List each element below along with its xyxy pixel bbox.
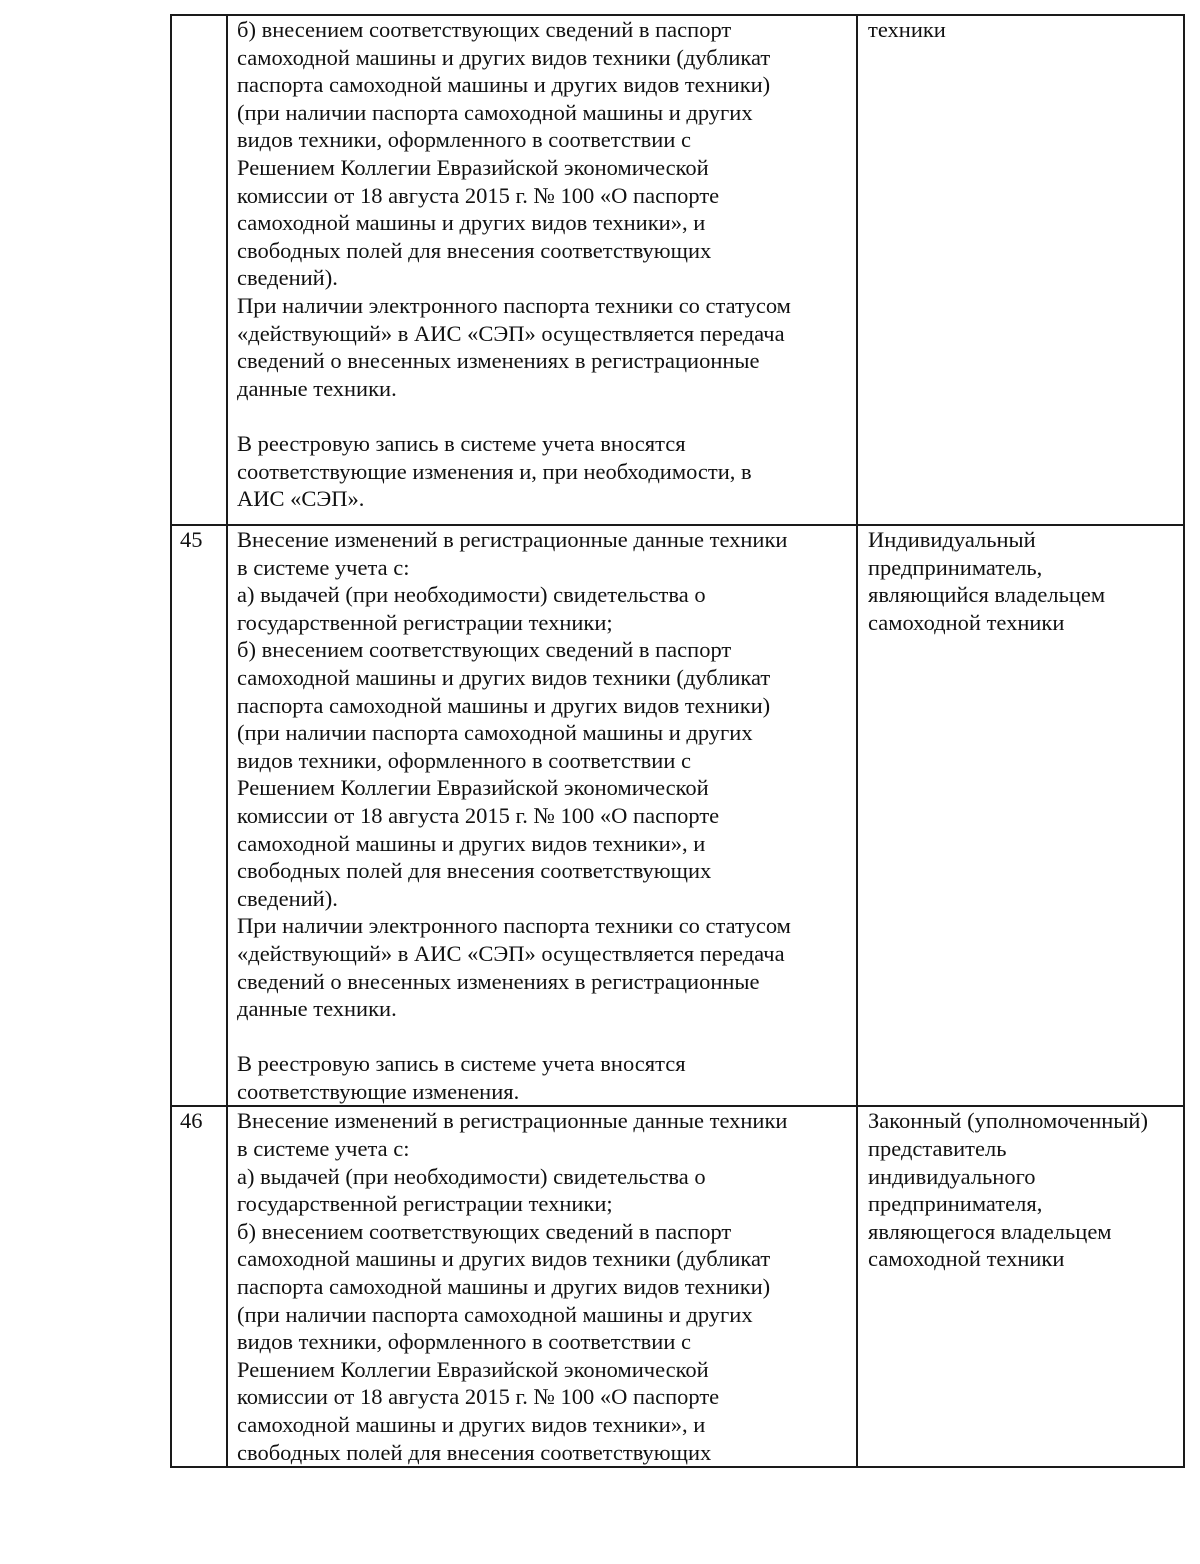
text-line (237, 402, 852, 430)
text-line: видов техники, оформленного в соответствии с (237, 1329, 691, 1355)
text-line: Решением Коллегии Евразийской экономической (237, 1356, 709, 1382)
row-number-cell (171, 15, 227, 525)
text-line: самоходной машины и других видов техники (дубликат (237, 44, 771, 70)
text-line: комиссии от 18 августа 2015 г. № 100 «О паспорте (237, 182, 720, 208)
text-line: самоходной машины и других видов техники», и (237, 830, 706, 856)
text-line: Законный (уполномоченный) (868, 1108, 1148, 1134)
text-line: сведений). (237, 265, 338, 291)
row-number: 46 (180, 1108, 203, 1134)
row-number: 45 (180, 527, 203, 552)
text-line: представитель (868, 1136, 1007, 1162)
text-line: в системе учета с: (237, 554, 410, 580)
text-line: соответствующие изменения. (237, 1078, 520, 1104)
text-line: комиссии от 18 августа 2015 г. № 100 «О паспорте (237, 1384, 720, 1410)
text-line: Индивидуальный (868, 527, 1036, 552)
row-number-cell (171, 525, 227, 1106)
text-line: самоходной машины и других видов техники», и (237, 1412, 706, 1437)
text-line: соответствующие изменения и, при необходимости, в (237, 458, 752, 484)
description-cell (227, 1106, 857, 1467)
text-line: Решением Коллегии Евразийской экономической (237, 775, 709, 801)
text-line: В реестровую запись в системе учета вносятся (237, 430, 686, 456)
text-line: АИС «СЭП». (237, 486, 365, 512)
text-line: предпринимателя, (868, 1191, 1043, 1217)
text-line: в системе учета с: (237, 1136, 410, 1162)
text-line: свободных полей для внесения соответствующих (237, 1439, 712, 1465)
text-line: В реестровую запись в системе учета вносятся (237, 1051, 686, 1077)
text-line: данные техники. (237, 996, 397, 1022)
text-line: б) внесением соответствующих сведений в паспорт (237, 17, 732, 42)
text-line: паспорта самоходной машины и других видов техники) (237, 1274, 771, 1300)
description-cell (227, 525, 857, 1106)
text-line: являющийся владельцем (868, 582, 1106, 608)
text-line: самоходной техники (868, 609, 1065, 635)
text-line: являющегося владельцем (868, 1218, 1112, 1244)
text-line: а) выдачей (при необходимости) свидетельства о (237, 582, 706, 608)
text-line: государственной регистрации техники; (237, 609, 613, 635)
text-line: техники (868, 17, 946, 42)
text-line: самоходной машины и других видов техники (дубликат (237, 664, 771, 690)
document-table (170, 14, 1185, 1468)
text-line: сведений о внесенных изменениях в регистрационные (237, 348, 760, 374)
text-line: сведений). (237, 885, 338, 911)
table-row (171, 1106, 1184, 1467)
text-line: (при наличии паспорта самоходной машины и других (237, 720, 753, 746)
text-line: паспорта самоходной машины и других видов техники) (237, 692, 771, 718)
text-line: свободных полей для внесения соответствующих (237, 858, 712, 884)
text-line: самоходной техники (868, 1246, 1065, 1272)
applicant-cell (857, 1106, 1184, 1467)
text-line: При наличии электронного паспорта техники со статусом (237, 913, 791, 939)
text-line: индивидуального (868, 1163, 1036, 1189)
text-line: видов техники, оформленного в соответствии с (237, 127, 691, 153)
text-line: б) внесением соответствующих сведений в паспорт (237, 637, 732, 663)
text-line: свободных полей для внесения соответствующих (237, 237, 712, 263)
text-line: «действующий» в АИС «СЭП» осуществляется передача (237, 320, 785, 346)
text-line: Решением Коллегии Евразийской экономической (237, 154, 709, 180)
text-line: При наличии электронного паспорта техники со статусом (237, 292, 791, 318)
text-line: предприниматель, (868, 554, 1043, 580)
text-line: государственной регистрации техники; (237, 1191, 613, 1217)
row-number-cell (171, 1106, 227, 1467)
text-line: (при наличии паспорта самоходной машины и других (237, 99, 753, 125)
text-line (237, 1023, 852, 1051)
text-line: «действующий» в АИС «СЭП» осуществляется передача (237, 940, 785, 966)
applicant-cell (857, 525, 1184, 1106)
text-line: (при наличии паспорта самоходной машины и других (237, 1301, 753, 1327)
table-row (171, 525, 1184, 1106)
text-line: комиссии от 18 августа 2015 г. № 100 «О паспорте (237, 802, 720, 828)
applicant-cell (857, 15, 1184, 525)
text-line: Внесение изменений в регистрационные данные техники (237, 1108, 788, 1134)
text-line: самоходной машины и других видов техники (дубликат (237, 1246, 771, 1272)
text-line: паспорта самоходной машины и других видов техники) (237, 72, 771, 98)
text-line: данные техники. (237, 375, 397, 401)
text-line: видов техники, оформленного в соответствии с (237, 747, 691, 773)
text-line: б) внесением соответствующих сведений в паспорт (237, 1218, 732, 1244)
table-row (171, 15, 1184, 525)
text-line: самоходной машины и других видов техники», и (237, 210, 706, 236)
text-line: а) выдачей (при необходимости) свидетельства о (237, 1163, 706, 1189)
description-cell (227, 15, 857, 525)
text-line: Внесение изменений в регистрационные данные техники (237, 527, 788, 552)
text-line: сведений о внесенных изменениях в регистрационные (237, 968, 760, 994)
